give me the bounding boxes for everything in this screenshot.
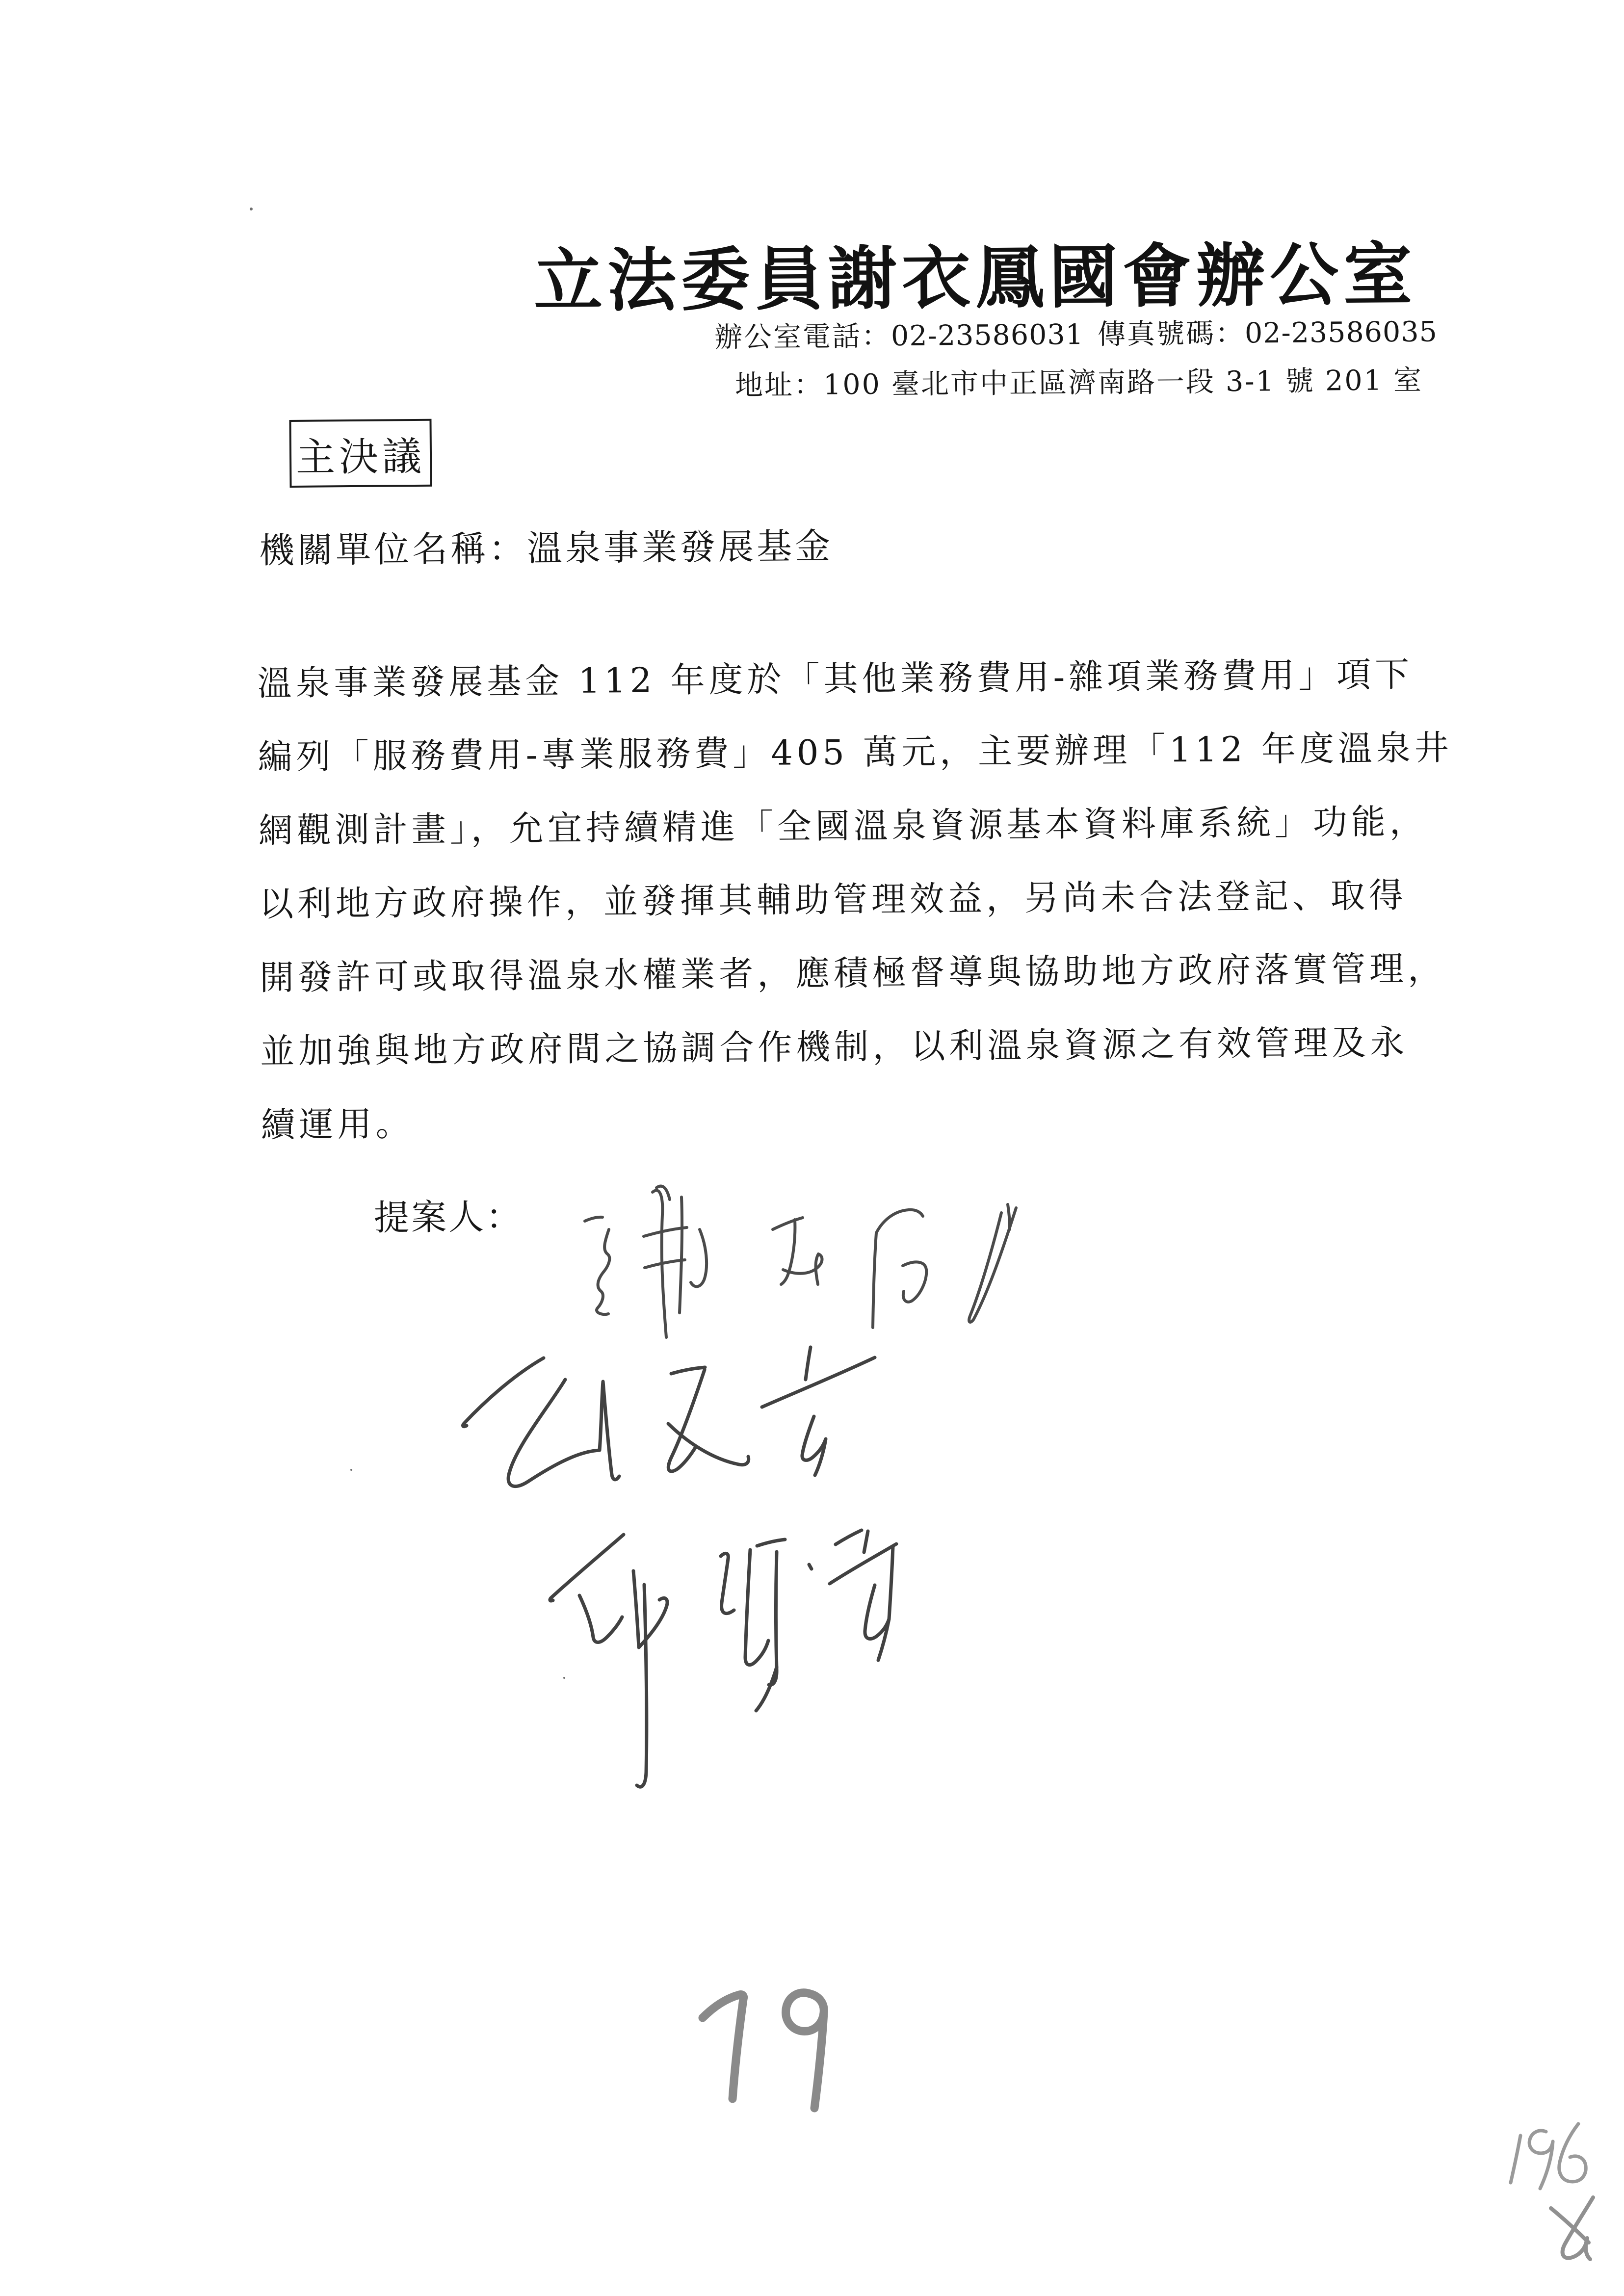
- doc-type-label: 主決議: [295, 433, 426, 480]
- agency-label: 機關單位名稱：: [259, 527, 527, 571]
- pen-stroke: [864, 1531, 868, 1552]
- pen-stroke: [876, 1210, 923, 1233]
- pen-stroke: [802, 1416, 826, 1475]
- pen-stroke: [691, 1229, 707, 1286]
- pen-stroke: [757, 1539, 785, 1546]
- pen-stroke: [550, 1535, 624, 1601]
- pencil-stroke: [1559, 2124, 1586, 2182]
- body-line: 開發許可或取得溫泉水權業者，應積極督導與協助地方政府落實管理，: [259, 948, 1446, 998]
- pencil-stroke: [1529, 2131, 1553, 2189]
- phone-number: 02-23586031: [891, 318, 1084, 353]
- body-line: 網觀測計畫」，允宜持續精進「全國溫泉資源基本資料庫系統」功能，: [258, 801, 1428, 851]
- signature-chiu-hsien-chih: [550, 1530, 896, 1787]
- pencil-stroke: [1563, 2197, 1593, 2259]
- pencil-stroke: [786, 1993, 824, 2031]
- pen-stroke: [1008, 1204, 1010, 1229]
- scan-speck: [350, 1469, 352, 1471]
- pen-stroke: [668, 1370, 705, 1471]
- pen-stroke: [773, 1218, 803, 1229]
- pencil-stroke: [1511, 2136, 1520, 2183]
- pen-stroke: [668, 1424, 749, 1465]
- handwritten-corner-mark: [1551, 2197, 1593, 2259]
- pen-stroke: [903, 1262, 926, 1302]
- pen-stroke: [745, 1550, 768, 1665]
- body-line: 並加強與地方政府間之協調合作機制，以利溫泉資源之有效管理及永: [260, 1022, 1409, 1071]
- body-line: 續運用。: [261, 1103, 414, 1145]
- agency-value: 溫泉事業發展基金: [526, 525, 834, 569]
- body-line: 溫泉事業發展基金 112 年度於「其他業務費用-雜項業務費用」項下: [257, 654, 1414, 704]
- pen-stroke: [769, 1552, 777, 1685]
- pencil-stroke: [703, 1994, 744, 2099]
- pen-stroke: [633, 1571, 667, 1647]
- pen-stroke: [889, 1546, 893, 1619]
- address-label: 地址：: [734, 368, 824, 402]
- pen-stroke: [873, 1233, 876, 1328]
- handwritten-corner-number-196: [1511, 2124, 1586, 2189]
- pen-stroke: [585, 1217, 602, 1221]
- signature-hsieh-yi-feng: [585, 1186, 1016, 1337]
- handwritten-page-number-79: [703, 1993, 824, 2108]
- proposer-label: 提案人：: [373, 1196, 524, 1238]
- pen-stroke: [508, 1380, 619, 1487]
- pen-stroke: [463, 1358, 544, 1427]
- body-line: 編列「服務費用-專業服務費」405 萬元，主要辦理「112 年度溫泉井: [258, 727, 1453, 778]
- pen-stroke: [579, 1595, 622, 1643]
- scan-speck: [250, 208, 253, 210]
- phone-label: 辦公室電話：: [714, 320, 891, 354]
- page-title: 立法委員謝衣鳳國會辦公室: [533, 234, 1417, 322]
- pen-stroke: [671, 1367, 705, 1374]
- address-value: 100 臺北市中正區濟南路一段 3-1 號 201 室: [823, 364, 1423, 401]
- pen-stroke: [836, 1530, 862, 1544]
- fax-label: 傳真號碼：: [1097, 317, 1245, 351]
- pen-stroke: [721, 1553, 734, 1613]
- body-line: 以利地方政府操作，並發揮其輔助管理效益，另尚未合法登記、取得: [259, 875, 1408, 924]
- pen-stroke: [756, 1667, 777, 1711]
- pen-stroke: [781, 1220, 795, 1284]
- signature-kung-wen-chi: [463, 1347, 875, 1487]
- pen-stroke: [680, 1197, 682, 1313]
- pen-stroke: [806, 1347, 811, 1380]
- fax-number: 02-23586035: [1244, 315, 1438, 350]
- pen-stroke: [597, 1229, 609, 1314]
- pen-stroke: [762, 1357, 875, 1407]
- pen-stroke: [865, 1585, 889, 1660]
- pen-stroke: [809, 1565, 812, 1569]
- scan-speck: [563, 1677, 565, 1679]
